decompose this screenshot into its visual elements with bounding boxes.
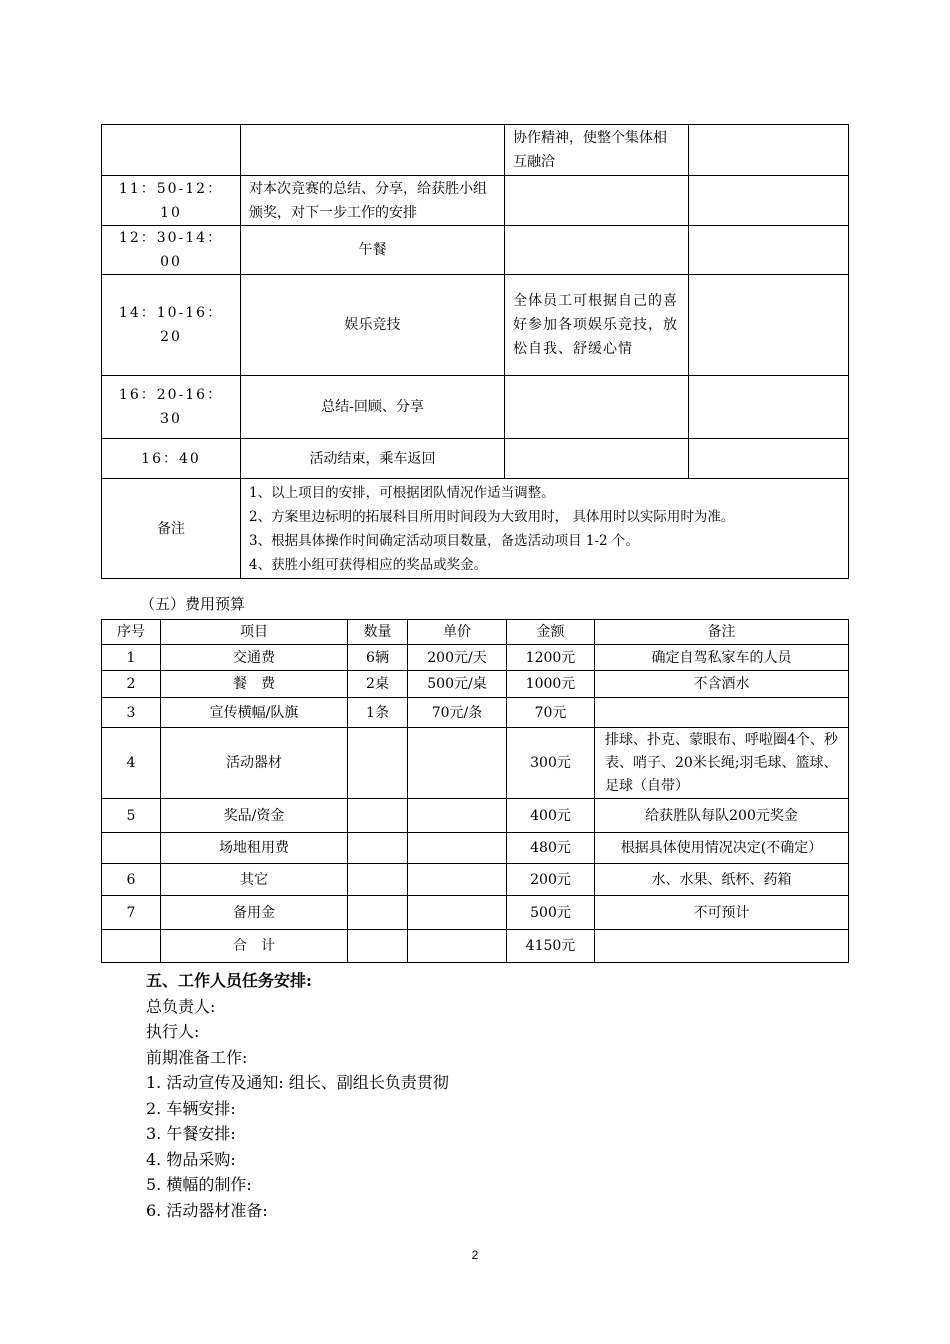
- amount-cell: 400元: [507, 799, 595, 833]
- unit-price-cell: [408, 833, 507, 864]
- table-row: [102, 645, 849, 671]
- header-price: 单价: [408, 620, 507, 645]
- remark-line: 1、以上项目的安排，可根据团队情况作适当调整。: [249, 484, 555, 501]
- purpose-cell: [505, 439, 689, 479]
- note-cell: [689, 125, 849, 176]
- item-cell: 宣传横幅/队旗: [161, 698, 348, 728]
- table-row: [102, 864, 849, 896]
- section-heading: 五、工作人员任务安排:: [146, 971, 312, 990]
- staff-line: 4. 物品采购:: [146, 1149, 236, 1169]
- table-row: [102, 671, 849, 698]
- note-cell: 给获胜队每队200元奖金: [595, 799, 849, 833]
- activity-cell: 对本次竞赛的总结、分享，给获胜小组颁奖，对下一步工作的安排: [241, 176, 505, 226]
- unit-price-cell: 500元/桌: [408, 671, 507, 698]
- unit-price-cell: [408, 930, 507, 963]
- remark-line: 2、方案里边标明的拓展科目所用时间段为大致用时， 具体用时以实际用时为准。: [249, 508, 735, 525]
- row-number-cell: [102, 930, 161, 963]
- unit-price-cell: 200元/天: [408, 645, 507, 671]
- table-row: [102, 176, 849, 226]
- amount-cell: 300元: [507, 728, 595, 799]
- amount-cell: 500元: [507, 896, 595, 930]
- item-cell: 奖品/资金: [161, 799, 348, 833]
- note-cell: [689, 439, 849, 479]
- budget-table: [101, 619, 849, 963]
- unit-price-cell: [408, 728, 507, 799]
- row-number-cell: 4: [102, 728, 161, 799]
- table-row: [102, 799, 849, 833]
- header-qty: 数量: [348, 620, 408, 645]
- row-number-cell: 3: [102, 698, 161, 728]
- table-row: [102, 439, 849, 479]
- note-cell: [595, 698, 849, 728]
- time-cell: 12：30-14：00: [102, 226, 241, 275]
- time-cell: [102, 125, 241, 176]
- purpose-cell: [505, 226, 689, 275]
- unit-price-cell: [408, 896, 507, 930]
- amount-cell: 480元: [507, 833, 595, 864]
- activity-cell: 娱乐竞技: [241, 275, 505, 376]
- note-cell: [689, 176, 849, 226]
- note-cell: [595, 930, 849, 963]
- amount-cell: 1200元: [507, 645, 595, 671]
- page-number: 2: [471, 1248, 479, 1262]
- budget-header-row: [102, 620, 849, 645]
- amount-cell: 4150元: [507, 930, 595, 963]
- staff-line: 6. 活动器材准备:: [146, 1200, 268, 1220]
- row-number-cell: 5: [102, 799, 161, 833]
- row-number-cell: 6: [102, 864, 161, 896]
- staff-section: [146, 968, 449, 1223]
- quantity-cell: [348, 833, 408, 864]
- table-row: [102, 698, 849, 728]
- staff-line: 总负责人:: [146, 996, 216, 1016]
- row-number-cell: 7: [102, 896, 161, 930]
- row-number-cell: [102, 833, 161, 864]
- header-amount: 金额: [507, 620, 595, 645]
- staff-line: 前期准备工作:: [146, 1047, 248, 1067]
- note-cell: [689, 376, 849, 439]
- quantity-cell: [348, 864, 408, 896]
- purpose-cell: 协作精神，使整个集体相互融洽: [505, 125, 689, 176]
- item-cell: 活动器材: [161, 728, 348, 799]
- note-cell: 排球、扑克、蒙眼布、呼啦圈4个、秒表、哨子、20米长绳;羽毛球、篮球、足球（自带）: [595, 728, 849, 799]
- activity-cell: 午餐: [241, 226, 505, 275]
- item-cell: 合 计: [161, 930, 348, 963]
- purpose-cell: [505, 176, 689, 226]
- staff-line: 5. 横幅的制作:: [146, 1175, 252, 1194]
- unit-price-cell: [408, 799, 507, 833]
- row-number-cell: 1: [102, 645, 161, 671]
- purpose-cell: [505, 376, 689, 439]
- item-cell: 备用金: [161, 896, 348, 930]
- unit-price-cell: [408, 864, 507, 896]
- quantity-cell: [348, 896, 408, 930]
- remarks-row: [102, 479, 849, 579]
- note-cell: 不含酒水: [595, 671, 849, 698]
- quantity-cell: 6辆: [348, 645, 408, 671]
- item-cell: 其它: [161, 864, 348, 896]
- quantity-cell: [348, 728, 408, 799]
- header-no: 序号: [102, 620, 161, 645]
- purpose-cell: 全体员工可根据自己的喜好参加各项娱乐竞技，放松自我、舒缓心情: [505, 275, 689, 376]
- activity-cell: 总结-回顾、分享: [241, 376, 505, 439]
- unit-price-cell: 70元/条: [408, 698, 507, 728]
- activity-cell: [241, 125, 505, 176]
- schedule-table: [101, 124, 849, 579]
- table-row: [102, 125, 849, 176]
- remarks-label: 备注: [102, 479, 241, 579]
- staff-line: 2. 车辆安排:: [146, 1098, 236, 1118]
- table-row: [102, 833, 849, 864]
- time-cell: 11：50-12：10: [102, 176, 241, 226]
- quantity-cell: 1条: [348, 698, 408, 728]
- quantity-cell: 2桌: [348, 671, 408, 698]
- remark-line: 4、获胜小组可获得相应的奖品或奖金。: [249, 556, 488, 573]
- time-cell: 16：20-16：30: [102, 376, 241, 439]
- note-cell: 不可预计: [595, 896, 849, 930]
- note-cell: 确定自驾私家车的人员: [595, 645, 849, 671]
- quantity-cell: [348, 799, 408, 833]
- item-cell: 交通费: [161, 645, 348, 671]
- note-cell: [689, 275, 849, 376]
- table-row: [102, 930, 849, 963]
- note-cell: [689, 226, 849, 275]
- time-cell: 14：10-16：20: [102, 275, 241, 376]
- header-note: 备注: [595, 620, 849, 645]
- budget-section-title: （五）费用预算: [140, 595, 246, 613]
- table-row: [102, 226, 849, 275]
- time-cell: 16：40: [102, 439, 241, 479]
- note-cell: 水、水果、纸杯、药箱: [595, 864, 849, 896]
- note-cell: 根据具体使用情况决定(不确定）: [595, 833, 849, 864]
- remarks-content: [241, 479, 849, 579]
- quantity-cell: [348, 930, 408, 963]
- staff-line: 1. 活动宣传及通知: 组长、副组长负责贯彻: [146, 1073, 449, 1092]
- table-row: [102, 896, 849, 930]
- row-number-cell: 2: [102, 671, 161, 698]
- item-cell: 场地租用费: [161, 833, 348, 864]
- item-cell: 餐 费: [161, 671, 348, 698]
- header-item: 项目: [161, 620, 348, 645]
- amount-cell: 70元: [507, 698, 595, 728]
- amount-cell: 1000元: [507, 671, 595, 698]
- remark-line: 3、根据具体操作时间确定活动项目数量，备选活动项目 1-2 个。: [249, 532, 639, 549]
- staff-line: 3. 午餐安排:: [146, 1124, 236, 1143]
- table-row: [102, 376, 849, 439]
- activity-cell: 活动结束，乘车返回: [241, 439, 505, 479]
- table-row: [102, 728, 849, 799]
- staff-line: 执行人:: [146, 1022, 200, 1041]
- table-row: [102, 275, 849, 376]
- amount-cell: 200元: [507, 864, 595, 896]
